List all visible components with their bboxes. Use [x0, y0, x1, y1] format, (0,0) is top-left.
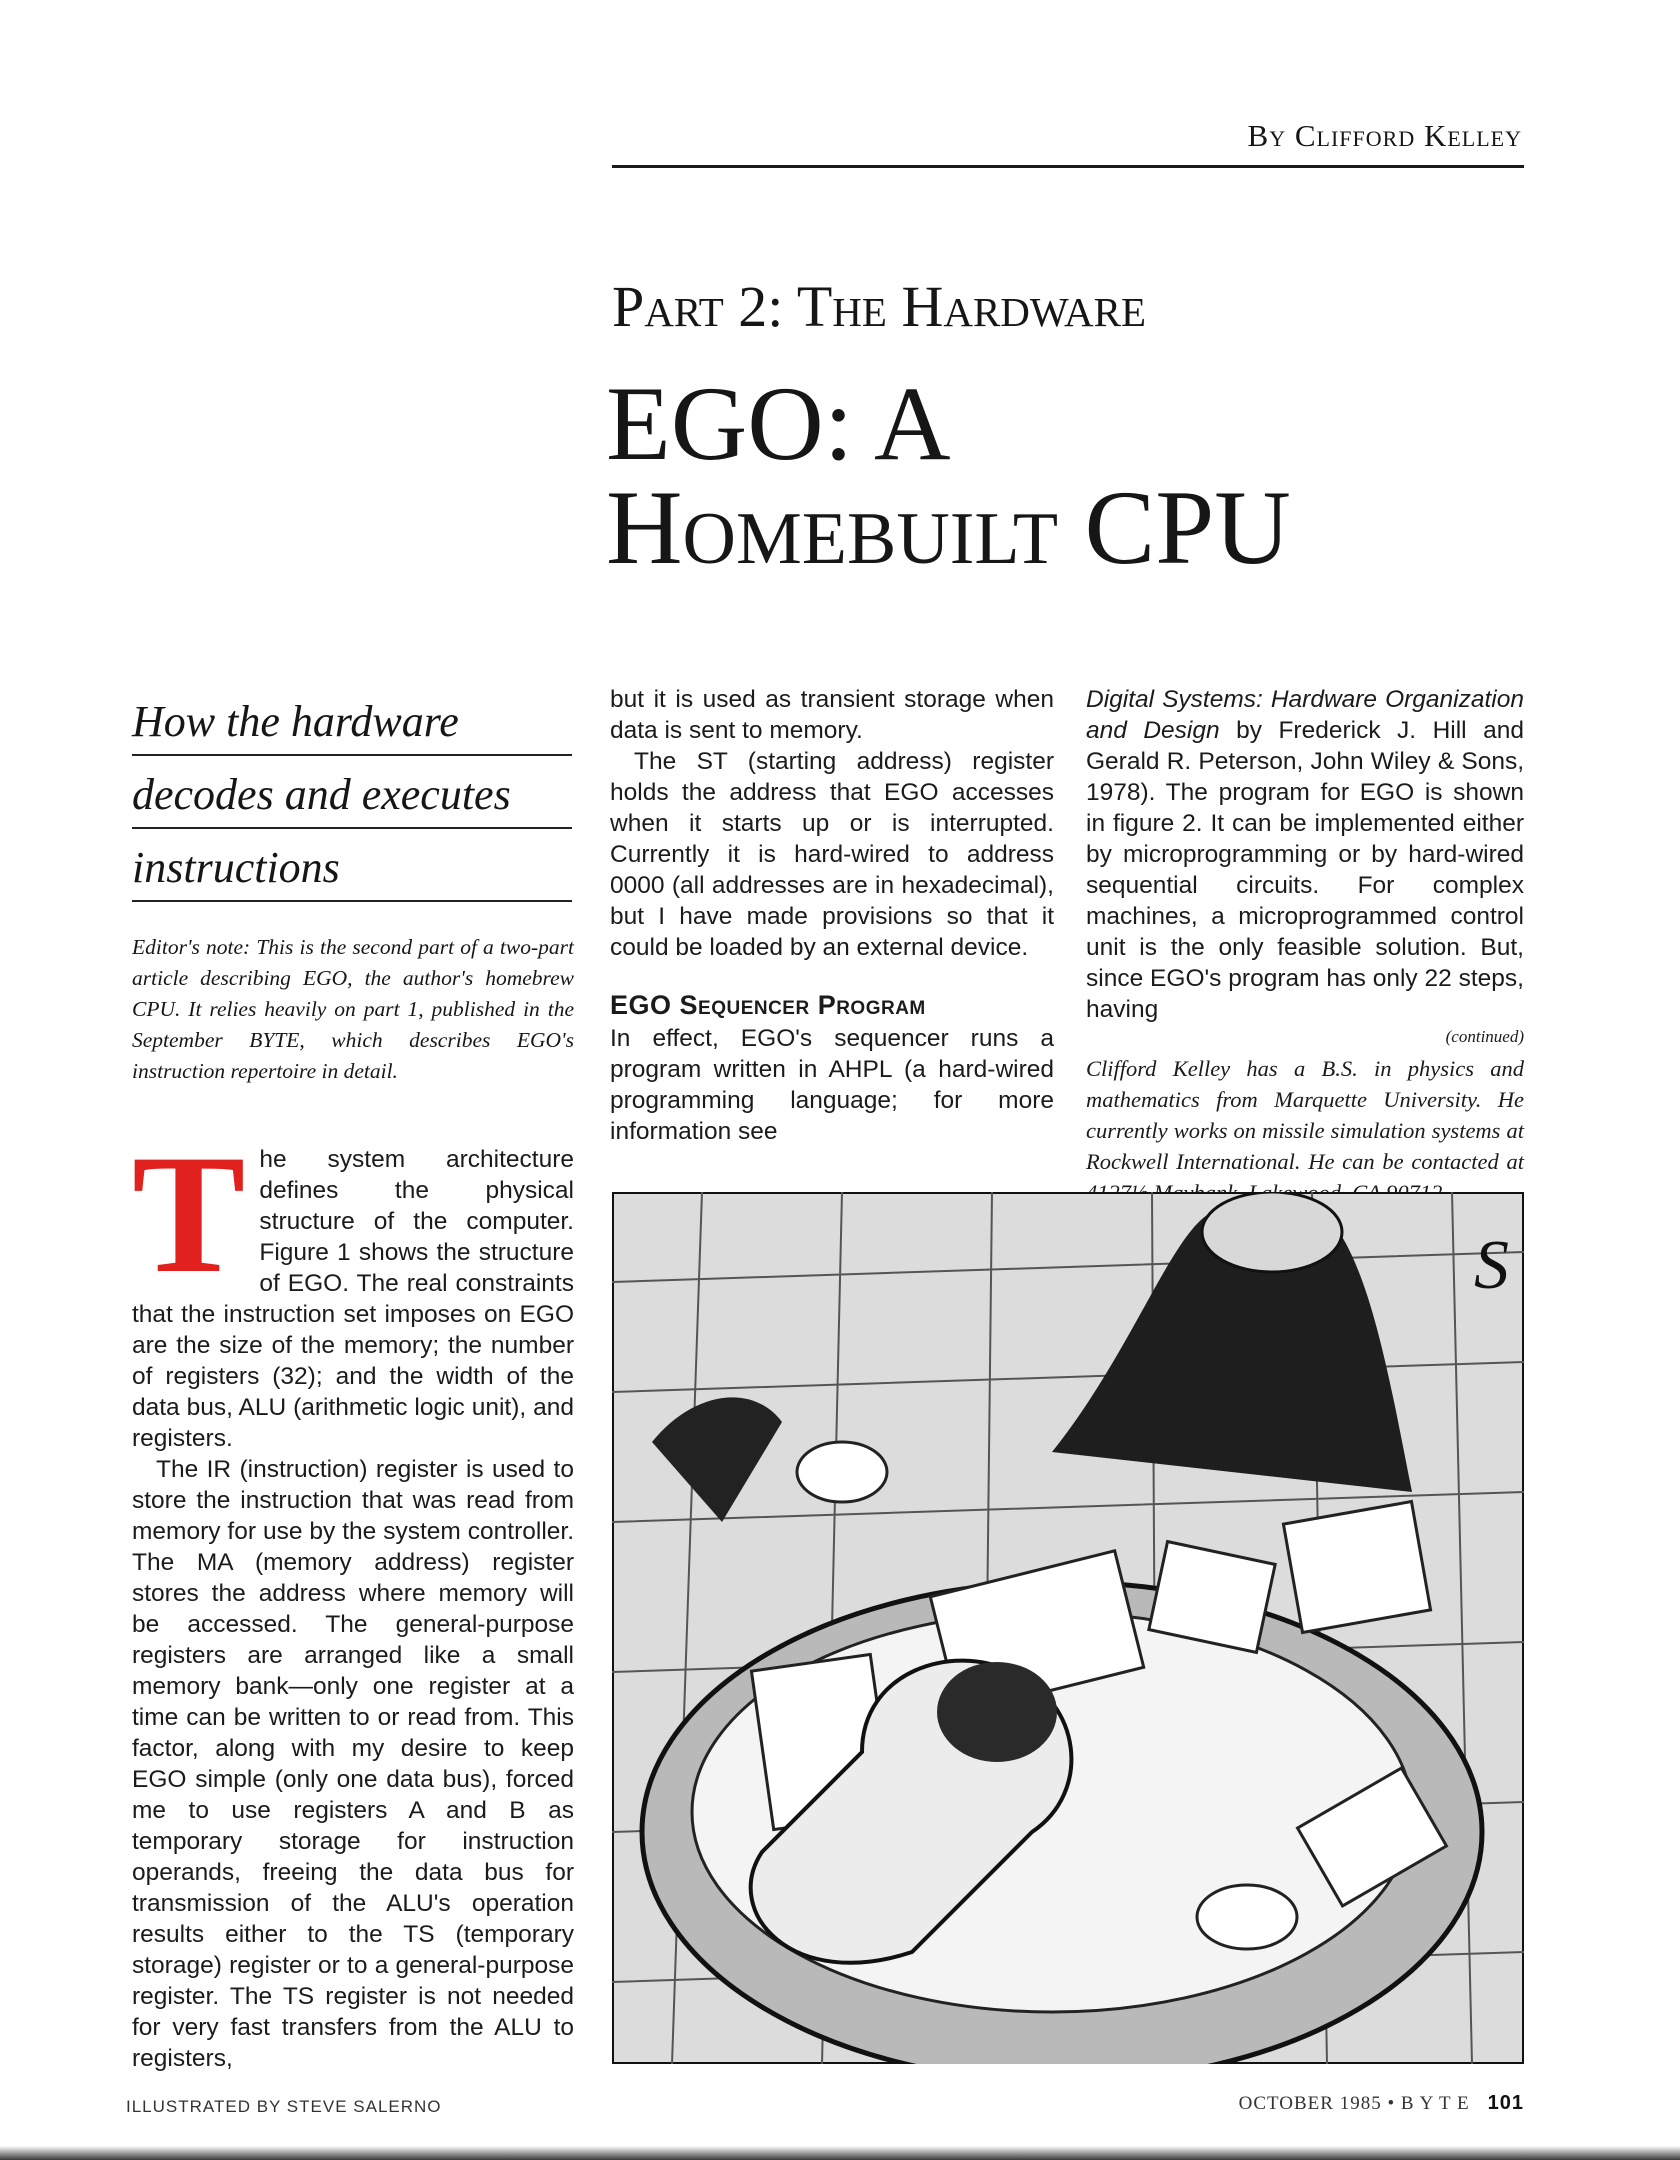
- dek-line-3: instructions: [132, 830, 572, 902]
- folio: [1180, 2092, 1524, 2115]
- book-title: Digital Systems: Hardware Organization and Design: [1086, 686, 1524, 744]
- article-title: [606, 365, 1566, 586]
- scan-edge: [0, 2146, 1680, 2160]
- author-bio: Clifford Kelley has a B.S. in physics and mathematics from Marquette University. He currently works on missile simulation systems at Rockwell International. He can be contacted at: [1086, 1056, 1524, 1174]
- body-column-1: [132, 1120, 574, 2074]
- paragraph-1: The system architecture defines the physical structure of the computer. Figure 1 shows the structure of EGO. The real constraints that the instruction set imposes on EGO are the size of the memory; the number of registers (32); and the width of the data bus, ALU (arithmetic logic unit), and registers.: [132, 1120, 574, 1452]
- byline: By Clifford Kelley: [1247, 118, 1522, 153]
- dek-line-1: How the hardware: [132, 684, 572, 756]
- title-line-1: EGO: A: [606, 365, 951, 482]
- editors-note: Editor's note: This is the second part of a two-part article describing EGO, the author's homebrew CPU. It relies heavily on part 1, published in the September BYTE, which describes EGO's instruction repertoire in detail.: [132, 935, 574, 1083]
- continued-note: (continued): [1445, 1027, 1524, 1046]
- section-heading: EGO Sequencer Program: [610, 990, 926, 1020]
- illustration: [612, 1192, 1524, 2064]
- programmer-head: [937, 1662, 1057, 1762]
- article-kicker: Part 2: The Hardware: [612, 274, 1147, 339]
- dek-line-2: decodes and executes: [132, 757, 572, 829]
- title-line-2: Homebuilt CPU: [606, 469, 1291, 586]
- byline-rule: [612, 165, 1524, 168]
- paragraph-5b: Digital Systems: Hardware Organization and Design by Frederick J. Hill and Gerald R. Peterson, John Wiley & Sons, 1978). The program for EGO is shown in figure 2. It can be implemented either by microprogramming or by hard-wired sequential circuits. For complex machines, a microprogrammed control unit is the only feasible solution. But, since EGO's program has only 22 steps, having: [1086, 686, 1524, 1023]
- page-number: 101: [1487, 2092, 1524, 2114]
- lamp-top: [1202, 1192, 1342, 1272]
- illustration-drawing: [612, 1192, 1524, 2064]
- illustration-credit: ILLUSTRATED BY STEVE SALERNO: [126, 2097, 442, 2116]
- paragraph-5a: In effect, EGO's sequencer runs a program written in AHPL (a hard-wired programming language; for more information see: [610, 1025, 1054, 1145]
- paragraph-2: The IR (instruction) register is used to store the instruction that was read from memory for use by the system controller. The MA (memory address) register stores the address where memory will be accessed. The general-purpose registers are arranged like a small memory bank—only one register at a time can be written to or read from. This factor, along with my desire to keep EGO simple (only one data bus), forced me to use registers A and B as temporary storage for instruction operands, freeing the data bus for transmission of the ALU's operation results either to the TS (temporary storage) register or to a general-purpose register. The TS register is not needed for very fast transfers from the ALU to registers,: [132, 1456, 574, 2072]
- drop-cap: T: [132, 1120, 246, 1308]
- paragraph-3: but it is used as transient storage when data is sent to memory.: [610, 686, 1054, 744]
- paragraph-4: The ST (starting address) register holds the address that EGO accesses when it starts up or is interrupted. Currently it is hard-wired to address 0000 (all addresses are in hexadecimal), but I have made provisions so that it could be loaded by an external device.: [610, 748, 1054, 961]
- artist-signature: S: [1474, 1227, 1509, 1304]
- body-column-2: [610, 684, 1054, 1147]
- body-column-3: [1086, 684, 1524, 1208]
- article-dek: [132, 684, 572, 902]
- issue-date: OCTOBER 1985 • B Y T E: [1238, 2093, 1470, 2114]
